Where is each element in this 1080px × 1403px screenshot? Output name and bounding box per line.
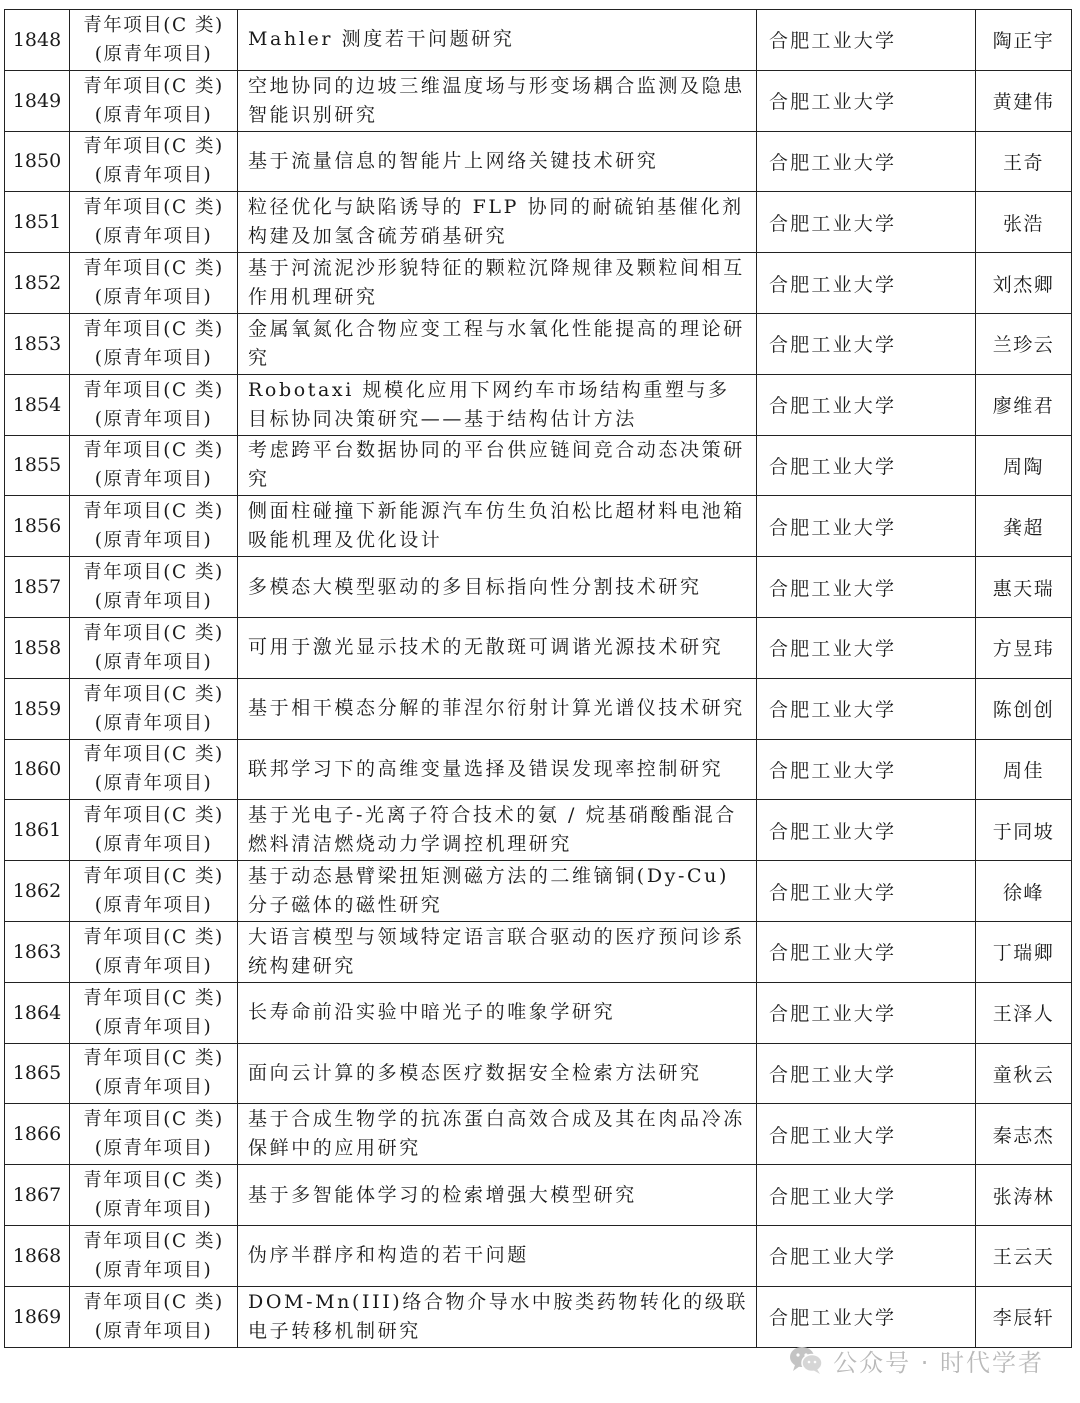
institution: 合肥工业大学 [757, 1286, 976, 1347]
institution: 合肥工业大学 [757, 1225, 976, 1286]
principal-investigator: 王云天 [976, 1225, 1072, 1286]
institution: 合肥工业大学 [757, 1043, 976, 1104]
watermark [789, 1342, 1044, 1378]
category-note: (原青年项目) [94, 1016, 213, 1038]
principal-investigator: 陶正宇 [976, 10, 1072, 71]
project-title: 基于光电子-光离子符合技术的氨 / 烷基硝酸酯混合燃料清洁燃烧动力学调控机理研究 [238, 800, 757, 861]
project-category [70, 1043, 238, 1104]
row-number: 1862 [5, 861, 70, 922]
category-note: (原青年项目) [94, 651, 213, 673]
category-line: 青年项目(C 类) [83, 14, 224, 36]
table-row [5, 1043, 1072, 1104]
institution: 合肥工业大学 [757, 374, 976, 435]
row-number: 1867 [5, 1165, 70, 1226]
row-number: 1848 [5, 10, 70, 71]
category-line: 青年项目(C 类) [83, 1109, 224, 1131]
category-note: (原青年项目) [94, 530, 213, 552]
principal-investigator: 惠天瑞 [976, 557, 1072, 618]
table-row [5, 800, 1072, 861]
category-note: (原青年项目) [94, 1077, 213, 1099]
project-category [70, 861, 238, 922]
principal-investigator: 李辰轩 [976, 1286, 1072, 1347]
project-title: 空地协同的边坡三维温度场与形变场耦合监测及隐患智能识别研究 [238, 70, 757, 131]
institution: 合肥工业大学 [757, 982, 976, 1043]
category-note: (原青年项目) [94, 1259, 213, 1281]
institution: 合肥工业大学 [757, 1104, 976, 1165]
principal-investigator: 秦志杰 [976, 1104, 1072, 1165]
category-note: (原青年项目) [94, 104, 213, 126]
principal-investigator: 于同坡 [976, 800, 1072, 861]
principal-investigator: 黄建伟 [976, 70, 1072, 131]
table-row [5, 1165, 1072, 1226]
row-number: 1849 [5, 70, 70, 131]
row-number: 1860 [5, 739, 70, 800]
institution: 合肥工业大学 [757, 617, 976, 678]
category-line: 青年项目(C 类) [83, 440, 224, 462]
institution: 合肥工业大学 [757, 800, 976, 861]
category-line: 青年项目(C 类) [83, 379, 224, 401]
row-number: 1865 [5, 1043, 70, 1104]
category-note: (原青年项目) [94, 834, 213, 856]
project-title: 基于多智能体学习的检索增强大模型研究 [238, 1165, 757, 1226]
row-number: 1853 [5, 313, 70, 374]
principal-investigator: 张涛林 [976, 1165, 1072, 1226]
project-title: 大语言模型与领域特定语言联合驱动的医疗预问诊系统构建研究 [238, 921, 757, 982]
category-line: 青年项目(C 类) [83, 1291, 224, 1313]
table-row [5, 1286, 1072, 1347]
watermark-text: 公众号 · 时代学者 [833, 1348, 1044, 1377]
row-number: 1864 [5, 982, 70, 1043]
row-number: 1854 [5, 374, 70, 435]
institution: 合肥工业大学 [757, 313, 976, 374]
category-note: (原青年项目) [94, 43, 213, 65]
principal-investigator: 周佳 [976, 739, 1072, 800]
category-line: 青年项目(C 类) [83, 318, 224, 340]
project-category [70, 253, 238, 314]
table-row [5, 496, 1072, 557]
category-line: 青年项目(C 类) [83, 622, 224, 644]
institution: 合肥工业大学 [757, 435, 976, 496]
institution: 合肥工业大学 [757, 1165, 976, 1226]
category-line: 青年项目(C 类) [83, 562, 224, 584]
category-note: (原青年项目) [94, 895, 213, 917]
table-row [5, 861, 1072, 922]
row-number: 1858 [5, 617, 70, 678]
category-note: (原青年项目) [94, 469, 213, 491]
project-category [70, 557, 238, 618]
project-title: 金属氧氮化合物应变工程与水氧化性能提高的理论研究 [238, 313, 757, 374]
project-title: 伪序半群序和构造的若干问题 [238, 1225, 757, 1286]
category-note: (原青年项目) [94, 712, 213, 734]
project-title: 面向云计算的多模态医疗数据安全检索方法研究 [238, 1043, 757, 1104]
row-number: 1859 [5, 678, 70, 739]
principal-investigator: 徐峰 [976, 861, 1072, 922]
principal-investigator: 廖维君 [976, 374, 1072, 435]
project-title: 长寿命前沿实验中暗光子的唯象学研究 [238, 982, 757, 1043]
project-category [70, 313, 238, 374]
project-title: Robotaxi 规模化应用下网约车市场结构重塑与多目标协同决策研究——基于结构估计方法 [238, 374, 757, 435]
table-row [5, 1225, 1072, 1286]
row-number: 1857 [5, 557, 70, 618]
category-line: 青年项目(C 类) [83, 501, 224, 523]
principal-investigator: 陈创创 [976, 678, 1072, 739]
category-line: 青年项目(C 类) [83, 805, 224, 827]
category-note: (原青年项目) [94, 287, 213, 309]
category-line: 青年项目(C 类) [83, 197, 224, 219]
institution: 合肥工业大学 [757, 192, 976, 253]
project-table [4, 9, 1072, 1348]
project-title: 基于流量信息的智能片上网络关键技术研究 [238, 131, 757, 192]
row-number: 1869 [5, 1286, 70, 1347]
table-row [5, 192, 1072, 253]
institution: 合肥工业大学 [757, 131, 976, 192]
institution: 合肥工业大学 [757, 557, 976, 618]
category-line: 青年项目(C 类) [83, 926, 224, 948]
institution: 合肥工业大学 [757, 496, 976, 557]
project-title: 侧面柱碰撞下新能源汽车仿生负泊松比超材料电池箱吸能机理及优化设计 [238, 496, 757, 557]
category-note: (原青年项目) [94, 591, 213, 613]
principal-investigator: 王奇 [976, 131, 1072, 192]
institution: 合肥工业大学 [757, 921, 976, 982]
institution: 合肥工业大学 [757, 861, 976, 922]
category-line: 青年项目(C 类) [83, 75, 224, 97]
table-row [5, 617, 1072, 678]
project-category [70, 10, 238, 71]
principal-investigator: 王泽人 [976, 982, 1072, 1043]
principal-investigator: 龚超 [976, 496, 1072, 557]
project-category [70, 617, 238, 678]
category-note: (原青年项目) [94, 773, 213, 795]
table-row [5, 1104, 1072, 1165]
project-category [70, 921, 238, 982]
project-title: 联邦学习下的高维变量选择及错误发现率控制研究 [238, 739, 757, 800]
category-note: (原青年项目) [94, 226, 213, 248]
category-note: (原青年项目) [94, 1138, 213, 1160]
category-line: 青年项目(C 类) [83, 1170, 224, 1192]
row-number: 1850 [5, 131, 70, 192]
principal-investigator: 刘杰卿 [976, 253, 1072, 314]
category-note: (原青年项目) [94, 1320, 213, 1342]
project-title: 基于合成生物学的抗冻蛋白高效合成及其在肉品冷冻保鲜中的应用研究 [238, 1104, 757, 1165]
table-row [5, 678, 1072, 739]
project-category [70, 131, 238, 192]
project-category [70, 800, 238, 861]
project-category [70, 192, 238, 253]
category-line: 青年项目(C 类) [83, 1048, 224, 1070]
project-title: 基于相干模态分解的菲涅尔衍射计算光谱仪技术研究 [238, 678, 757, 739]
category-note: (原青年项目) [94, 955, 213, 977]
category-note: (原青年项目) [94, 408, 213, 430]
project-title: DOM-Mn(III)络合物介导水中胺类药物转化的级联电子转移机制研究 [238, 1286, 757, 1347]
category-line: 青年项目(C 类) [83, 744, 224, 766]
project-category [70, 496, 238, 557]
row-number: 1866 [5, 1104, 70, 1165]
category-line: 青年项目(C 类) [83, 866, 224, 888]
project-category [70, 374, 238, 435]
principal-investigator: 方昱玮 [976, 617, 1072, 678]
project-title: 基于河流泥沙形貌特征的颗粒沉降规律及颗粒间相互作用机理研究 [238, 253, 757, 314]
project-title: 考虑跨平台数据协同的平台供应链间竞合动态决策研究 [238, 435, 757, 496]
row-number: 1863 [5, 921, 70, 982]
category-line: 青年项目(C 类) [83, 987, 224, 1009]
table-row [5, 435, 1072, 496]
principal-investigator: 张浩 [976, 192, 1072, 253]
row-number: 1856 [5, 496, 70, 557]
table-row [5, 739, 1072, 800]
project-category [70, 70, 238, 131]
table-row [5, 131, 1072, 192]
row-number: 1861 [5, 800, 70, 861]
institution: 合肥工业大学 [757, 678, 976, 739]
project-category [70, 1104, 238, 1165]
category-note: (原青年项目) [94, 1199, 213, 1221]
table-row [5, 374, 1072, 435]
institution: 合肥工业大学 [757, 10, 976, 71]
project-title: 基于动态悬臂梁扭矩测磁方法的二维镝铜(Dy-Cu)分子磁体的磁性研究 [238, 861, 757, 922]
category-note: (原青年项目) [94, 165, 213, 187]
project-category [70, 982, 238, 1043]
category-line: 青年项目(C 类) [83, 258, 224, 280]
table-row [5, 557, 1072, 618]
principal-investigator: 周陶 [976, 435, 1072, 496]
table-row [5, 313, 1072, 374]
project-title: Mahler 测度若干问题研究 [238, 10, 757, 71]
project-category [70, 739, 238, 800]
category-note: (原青年项目) [94, 347, 213, 369]
principal-investigator: 丁瑞卿 [976, 921, 1072, 982]
project-category [70, 1165, 238, 1226]
row-number: 1855 [5, 435, 70, 496]
project-title: 粒径优化与缺陷诱导的 FLP 协同的耐硫铂基催化剂构建及加氢含硫芳硝基研究 [238, 192, 757, 253]
institution: 合肥工业大学 [757, 739, 976, 800]
row-number: 1868 [5, 1225, 70, 1286]
category-line: 青年项目(C 类) [83, 683, 224, 705]
project-title: 可用于激光显示技术的无散斑可调谐光源技术研究 [238, 617, 757, 678]
wechat-icon [789, 1345, 823, 1375]
project-title: 多模态大模型驱动的多目标指向性分割技术研究 [238, 557, 757, 618]
table-row [5, 10, 1072, 71]
table-row [5, 982, 1072, 1043]
table-row [5, 70, 1072, 131]
row-number: 1852 [5, 253, 70, 314]
project-category [70, 435, 238, 496]
project-category [70, 1225, 238, 1286]
project-table-container [4, 9, 1072, 1348]
institution: 合肥工业大学 [757, 70, 976, 131]
table-row [5, 253, 1072, 314]
principal-investigator: 兰珍云 [976, 313, 1072, 374]
table-row [5, 921, 1072, 982]
institution: 合肥工业大学 [757, 253, 976, 314]
category-line: 青年项目(C 类) [83, 136, 224, 158]
principal-investigator: 童秋云 [976, 1043, 1072, 1104]
project-table-body [5, 10, 1072, 1348]
project-category [70, 678, 238, 739]
category-line: 青年项目(C 类) [83, 1230, 224, 1252]
project-category [70, 1286, 238, 1347]
row-number: 1851 [5, 192, 70, 253]
